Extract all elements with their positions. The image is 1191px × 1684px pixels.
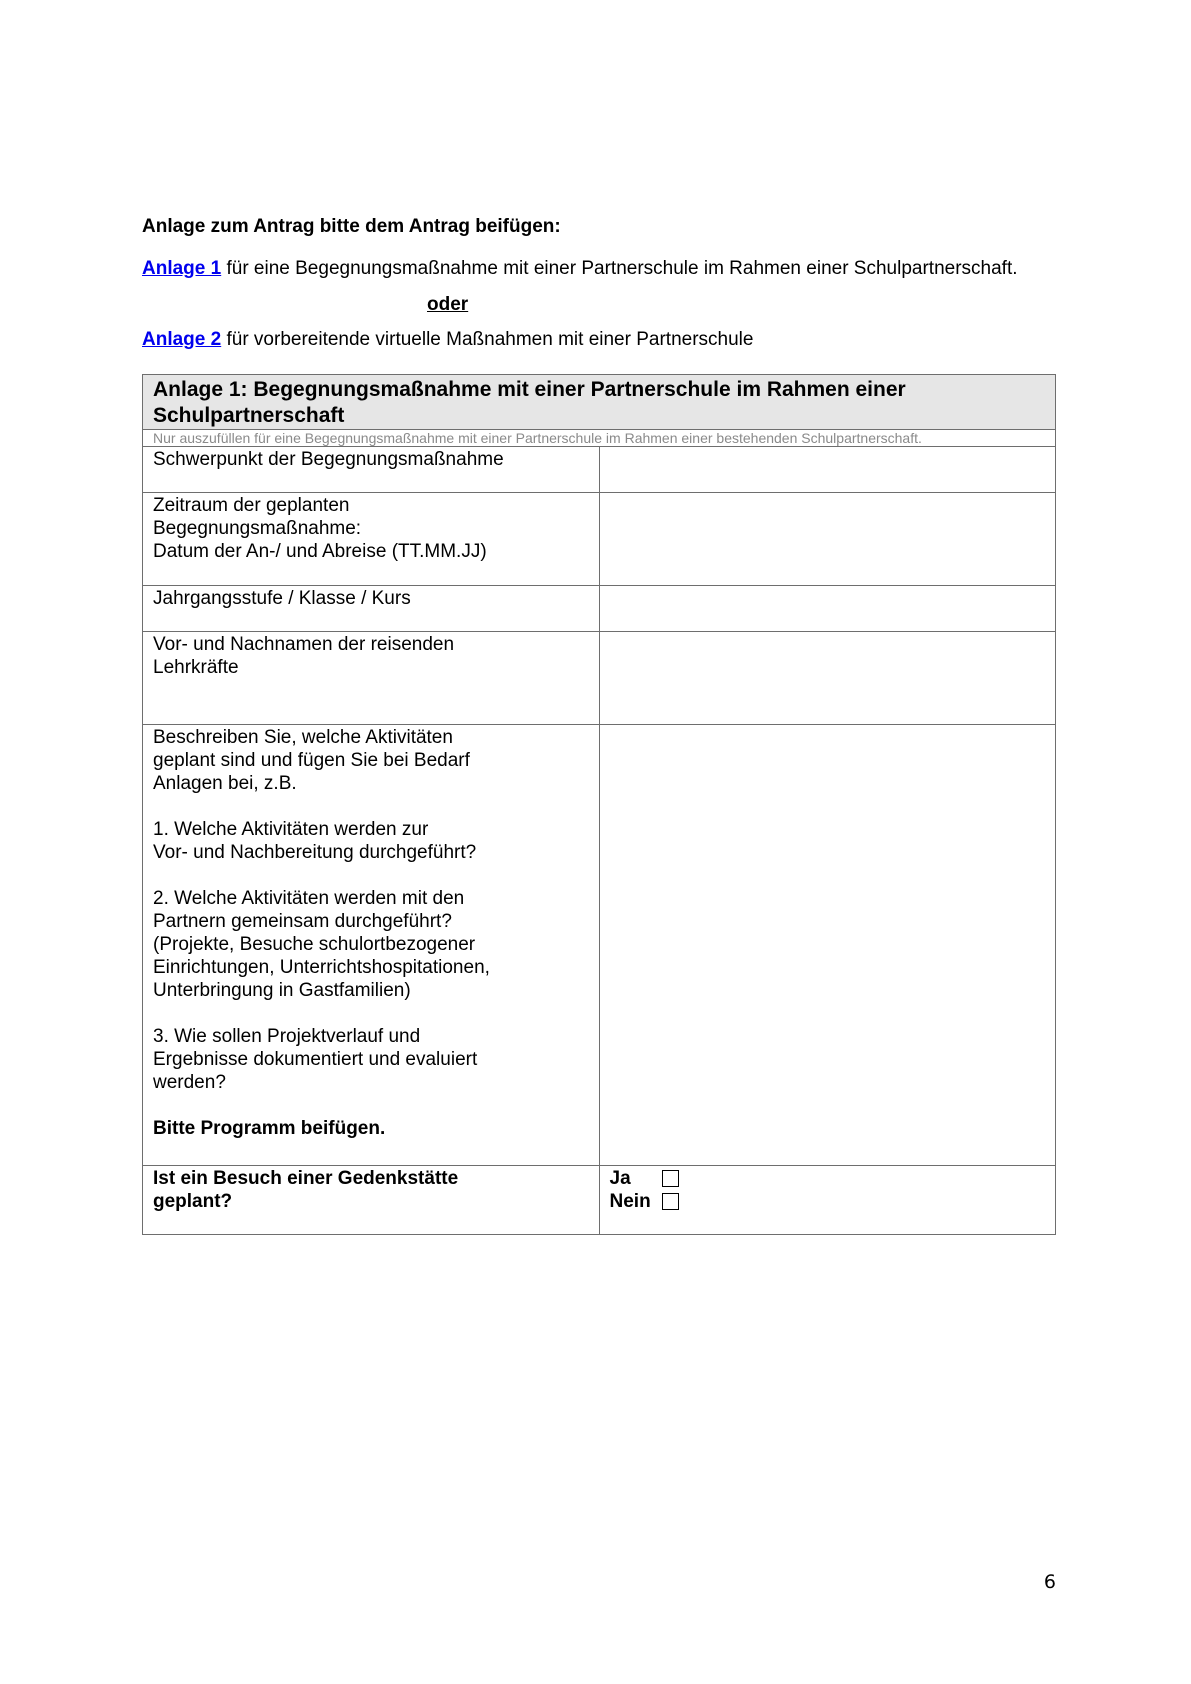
- form-title-line-1: Anlage 1: Begegnungsmaßnahme mit einer Partnerschule im Rahmen einer: [153, 378, 906, 401]
- option-1-text: für eine Begegnungsmaßnahme mit einer Partnerschule im Rahmen einer Schulpartnerschaft.: [221, 258, 1018, 279]
- anlage-1-form-table: [142, 374, 1056, 1235]
- memorial-answer: [599, 1166, 1056, 1235]
- page-number: 6: [1043, 1571, 1056, 1593]
- yes-checkbox[interactable]: [662, 1170, 679, 1187]
- no-label: Nein: [609, 1191, 651, 1212]
- activities-label: Beschreiben Sie, welche Aktivitäten geplant sind und fügen Sie bei Bedarf Anlagen bei, z.B. 1. Welche Aktivitäten werden zur Vor- und Nachbereitung durchgeführt? 2. Welche Aktivitäten werden mit den Partnern gemeinsam durchgeführt? (Projekte, Besuche schulortbezogener Einrichtungen, Unterrichtshospitationen, Unterbringung in Gastfamilien) 3. Wie sollen Projektverlauf und Ergebnisse dokumentiert und evaluiert werden? Bitte Programm beifügen.: [143, 725, 600, 1166]
- grade-class-field[interactable]: [599, 586, 1056, 632]
- attachment-heading: Anlage zum Antrag bitte dem Antrag beifügen:: [142, 216, 561, 237]
- no-option: [610, 1190, 1046, 1213]
- form-note: Nur auszufüllen für eine Begegnungsmaßnahme mit einer Partnerschule im Rahmen einer bestehenden Schulpartnerschaft.: [143, 430, 1056, 447]
- teacher-names-field[interactable]: [599, 632, 1056, 725]
- yes-label: Ja: [609, 1168, 631, 1189]
- anlage-2-link[interactable]: Anlage 2: [142, 329, 222, 350]
- option-1-line: [142, 256, 1018, 282]
- option-2-line: [142, 327, 753, 353]
- memorial-question: Ist ein Besuch einer Gedenkstätte geplant?: [143, 1166, 600, 1235]
- no-checkbox[interactable]: [662, 1193, 679, 1210]
- focus-field[interactable]: [599, 447, 1056, 493]
- period-field[interactable]: [599, 493, 1056, 586]
- anlage-1-link[interactable]: Anlage 1: [142, 258, 222, 279]
- grade-class-label: Jahrgangsstufe / Klasse / Kurs: [143, 586, 600, 632]
- form-title-line-2: Schulpartnerschaft: [153, 404, 345, 427]
- teacher-names-label: Vor- und Nachnamen der reisenden Lehrkräfte: [143, 632, 600, 725]
- period-label: Zeitraum der geplanten Begegnungsmaßnahme: Datum der An-/ und Abreise (TT.MM.JJ): [143, 493, 600, 586]
- oder-label: oder: [427, 294, 469, 315]
- yes-option: [610, 1167, 1046, 1190]
- form-title: [143, 375, 1056, 430]
- program-note: Bitte Programm beifügen.: [153, 1118, 386, 1139]
- activities-field[interactable]: [599, 725, 1056, 1166]
- focus-label: Schwerpunkt der Begegnungsmaßnahme: [143, 447, 600, 493]
- option-2-text: für vorbereitende virtuelle Maßnahmen mit einer Partnerschule: [221, 329, 754, 350]
